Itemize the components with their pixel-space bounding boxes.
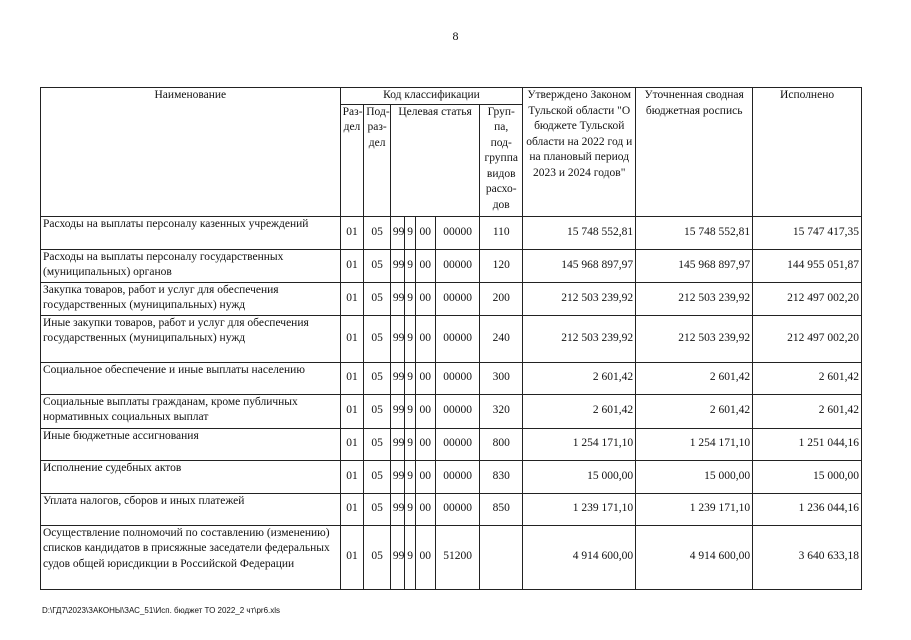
row-razdel: 01 [340,493,364,525]
row-approved: 145 968 897,97 [523,249,636,282]
row-cs-code: 00000 [436,394,480,428]
row-vid: 800 [480,428,523,460]
row-name: Социальное обеспечение и иные выплаты населению [41,362,341,394]
row-vid: 320 [480,394,523,428]
row-vid: 240 [480,315,523,362]
row-cs-direction: 00 [415,394,436,428]
row-cs-direction: 00 [415,315,436,362]
row-name: Осуществление полномочий по составлению (изменению) списков кандидатов в присяжные заседатели федеральных судов общей юрисдикции в Российской Федерации [41,525,341,589]
row-approved: 2 601,42 [523,394,636,428]
row-razdel: 01 [340,249,364,282]
row-cs-subprogram: 9 [405,249,415,282]
row-refined: 145 968 897,97 [636,249,753,282]
row-refined: 1 254 171,10 [636,428,753,460]
row-cs-subprogram: 9 [405,216,415,249]
row-approved: 212 503 239,92 [523,282,636,315]
row-name: Расходы на выплаты персоналу казенных учреждений [41,216,341,249]
row-podrazdel: 05 [364,216,391,249]
row-cs-code: 00000 [436,460,480,493]
table-row [41,282,862,315]
row-cs-direction: 00 [415,216,436,249]
row-cs-direction: 00 [415,525,436,589]
footer-file-path: D:\ГД7\2023\ЗАКОНЫ\ЗАС_51\Исп. бюджет ТО 2022_2 чт\pr6.xls [42,606,281,615]
row-approved: 2 601,42 [523,362,636,394]
row-cs-code: 00000 [436,315,480,362]
table-row [41,428,862,460]
row-vid: 200 [480,282,523,315]
table-row [41,315,862,362]
row-name: Закупка товаров, работ и услуг для обеспечения государственных (муниципальных) нужд [41,282,341,315]
row-name: Иные закупки товаров, работ и услуг для обеспечения государственных (муниципальных) нужд [41,315,341,362]
header-name: Наименование [41,88,341,217]
row-executed: 212 497 002,20 [753,315,862,362]
row-cs-subprogram: 9 [405,493,415,525]
row-vid: 830 [480,460,523,493]
row-cs-direction: 00 [415,460,436,493]
row-refined: 15 000,00 [636,460,753,493]
row-razdel: 01 [340,394,364,428]
table-row [41,249,862,282]
table-row [41,525,862,589]
row-cs-subprogram: 9 [405,315,415,362]
row-podrazdel: 05 [364,249,391,282]
row-razdel: 01 [340,525,364,589]
row-executed: 212 497 002,20 [753,282,862,315]
row-cs-code: 00000 [436,282,480,315]
row-cs-program: 99 [390,394,404,428]
row-cs-subprogram: 9 [405,394,415,428]
table-row [41,460,862,493]
row-cs-code: 00000 [436,362,480,394]
row-cs-program: 99 [390,362,404,394]
row-cs-subprogram: 9 [405,525,415,589]
row-vid: 850 [480,493,523,525]
row-razdel: 01 [340,282,364,315]
row-cs-direction: 00 [415,282,436,315]
row-cs-program: 99 [390,493,404,525]
budget-table [40,87,862,590]
row-cs-direction: 00 [415,249,436,282]
row-refined: 2 601,42 [636,362,753,394]
row-refined: 212 503 239,92 [636,282,753,315]
row-name: Исполнение судебных актов [41,460,341,493]
row-executed: 1 236 044,16 [753,493,862,525]
table-row [41,216,862,249]
row-executed: 15 000,00 [753,460,862,493]
header-refined: Уточненная сводная бюджетная роспись [636,88,753,217]
row-podrazdel: 05 [364,493,391,525]
row-approved: 15 000,00 [523,460,636,493]
table-row [41,362,862,394]
row-cs-subprogram: 9 [405,282,415,315]
header-section: Раз- дел [340,104,364,216]
page-number: 8 [452,29,459,43]
header-target-article: Целевая статья [390,104,479,216]
row-cs-program: 99 [390,315,404,362]
row-cs-code: 51200 [436,525,480,589]
header-subsection: Под- раз- дел [364,104,391,216]
row-podrazdel: 05 [364,525,391,589]
row-name: Расходы на выплаты персоналу государственных (муниципальных) органов [41,249,341,282]
row-executed: 2 601,42 [753,394,862,428]
table-row [41,394,862,428]
row-approved: 1 254 171,10 [523,428,636,460]
header-expense-group: Груп- па, под- группа видов расхо- дов [480,104,523,216]
row-refined: 4 914 600,00 [636,525,753,589]
row-cs-subprogram: 9 [405,460,415,493]
row-approved: 1 239 171,10 [523,493,636,525]
row-vid [480,525,523,589]
row-executed: 144 955 051,87 [753,249,862,282]
row-refined: 15 748 552,81 [636,216,753,249]
row-cs-code: 00000 [436,493,480,525]
row-name: Уплата налогов, сборов и иных платежей [41,493,341,525]
row-approved: 15 748 552,81 [523,216,636,249]
row-cs-direction: 00 [415,493,436,525]
row-podrazdel: 05 [364,394,391,428]
row-cs-direction: 00 [415,428,436,460]
header-classification-code: Код классификации [340,88,523,105]
row-razdel: 01 [340,460,364,493]
row-cs-subprogram: 9 [405,362,415,394]
header-approved: Утверждено Законом Тульской области "О бюджете Тульской области на 2022 год и на плановый период 2023 и 2024 годов" [523,88,636,217]
row-vid: 300 [480,362,523,394]
row-refined: 212 503 239,92 [636,315,753,362]
row-razdel: 01 [340,315,364,362]
row-podrazdel: 05 [364,282,391,315]
row-executed: 15 747 417,35 [753,216,862,249]
row-razdel: 01 [340,362,364,394]
row-vid: 120 [480,249,523,282]
row-refined: 2 601,42 [636,394,753,428]
row-executed: 1 251 044,16 [753,428,862,460]
row-cs-program: 99 [390,282,404,315]
row-podrazdel: 05 [364,315,391,362]
row-podrazdel: 05 [364,362,391,394]
row-cs-program: 99 [390,428,404,460]
row-refined: 1 239 171,10 [636,493,753,525]
row-name: Социальные выплаты гражданам, кроме публичных нормативных социальных выплат [41,394,341,428]
row-cs-code: 00000 [436,428,480,460]
header-executed: Исполнено [753,88,862,217]
row-cs-program: 99 [390,216,404,249]
row-cs-code: 00000 [436,249,480,282]
row-razdel: 01 [340,428,364,460]
row-cs-direction: 00 [415,362,436,394]
row-podrazdel: 05 [364,460,391,493]
table-row [41,493,862,525]
row-name: Иные бюджетные ассигнования [41,428,341,460]
row-approved: 4 914 600,00 [523,525,636,589]
row-razdel: 01 [340,216,364,249]
row-cs-subprogram: 9 [405,428,415,460]
row-cs-code: 00000 [436,216,480,249]
row-vid: 110 [480,216,523,249]
row-executed: 3 640 633,18 [753,525,862,589]
row-approved: 212 503 239,92 [523,315,636,362]
row-cs-program: 99 [390,249,404,282]
row-cs-program: 99 [390,460,404,493]
row-cs-program: 99 [390,525,404,589]
row-podrazdel: 05 [364,428,391,460]
row-executed: 2 601,42 [753,362,862,394]
